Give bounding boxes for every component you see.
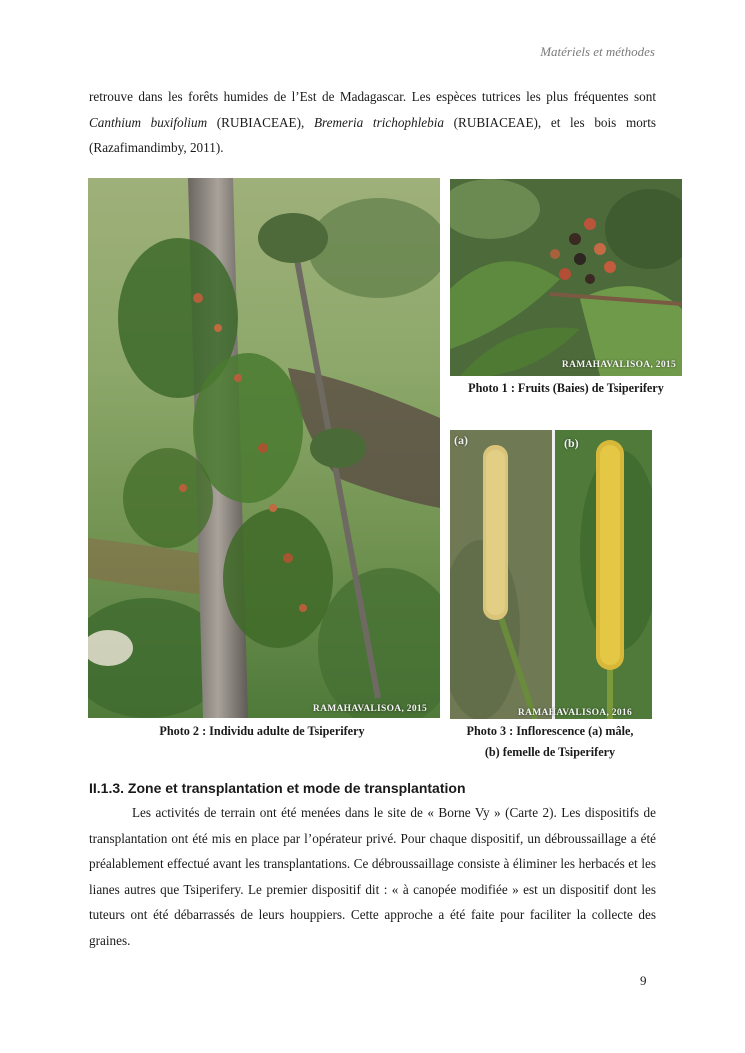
intro-text-1: retrouve dans les forêts humides de l’Est de Madagascar. Les espèces tutrices les plus fréquentes sont — [89, 89, 656, 104]
species-bremeria: Bremeria trichophlebia — [313, 114, 444, 130]
photo-2-adult-tree — [88, 178, 440, 718]
intro-text-2: (RUBIACEAE), — [207, 114, 314, 130]
intro-text-3: (RUBIACEAE), et les bois morts (Razafimandimby, 2011). — [89, 114, 656, 156]
photo-1-credit: RAMAHAVALISOA, 2015 — [561, 360, 676, 370]
photo-3-credit: RAMAHAVALISOA, 2016 — [517, 708, 632, 718]
photo-3-caption-line-1: Photo 3 : Inflorescence (a) mâle, — [466, 724, 634, 738]
photo-3-caption — [430, 721, 670, 763]
photo-1-caption: Photo 1 : Fruits (Baies) de Tsiperifery — [468, 381, 664, 395]
photo-1-fruits — [450, 179, 682, 376]
photo-3-label-a: (a) — [454, 433, 468, 447]
intro-paragraph — [89, 84, 656, 161]
photo-3-label-b: (b) — [564, 436, 579, 450]
photo-2-credit: RAMAHAVALISOA, 2015 — [312, 704, 427, 714]
section-heading: II.1.3. Zone et transplantation et mode de transplantation — [89, 780, 466, 796]
body-paragraph: Les activités de terrain ont été menées dans le site de « Borne Vy » (Carte 2). Les dispositifs de transplantation ont été mis en place par l’opérateur privé. Pour chaque dispositif, un débroussaillage a été préalablement effectué avant les transplantations. Ce débroussaillage consiste à éliminer les herbacés et les lianes autres que Tsiperifery. Le premier dispositif dit : « à canopée modifiée » est un dispositif dont les tuteurs ont été débarrassés de leurs houppiers. Cette approche a été faite pour faciliter la collecte des graines. — [89, 805, 656, 948]
photo-3-inflorescence — [450, 430, 652, 719]
species-canthium: Canthium buxifolium — [89, 114, 208, 130]
photo-2-caption: Photo 2 : Individu adulte de Tsiperifery — [159, 724, 365, 738]
page-number: 9 — [640, 973, 647, 988]
photo-3-caption-line-2: (b) femelle de Tsiperifery — [484, 745, 616, 759]
running-header: Matériels et méthodes — [540, 44, 655, 59]
